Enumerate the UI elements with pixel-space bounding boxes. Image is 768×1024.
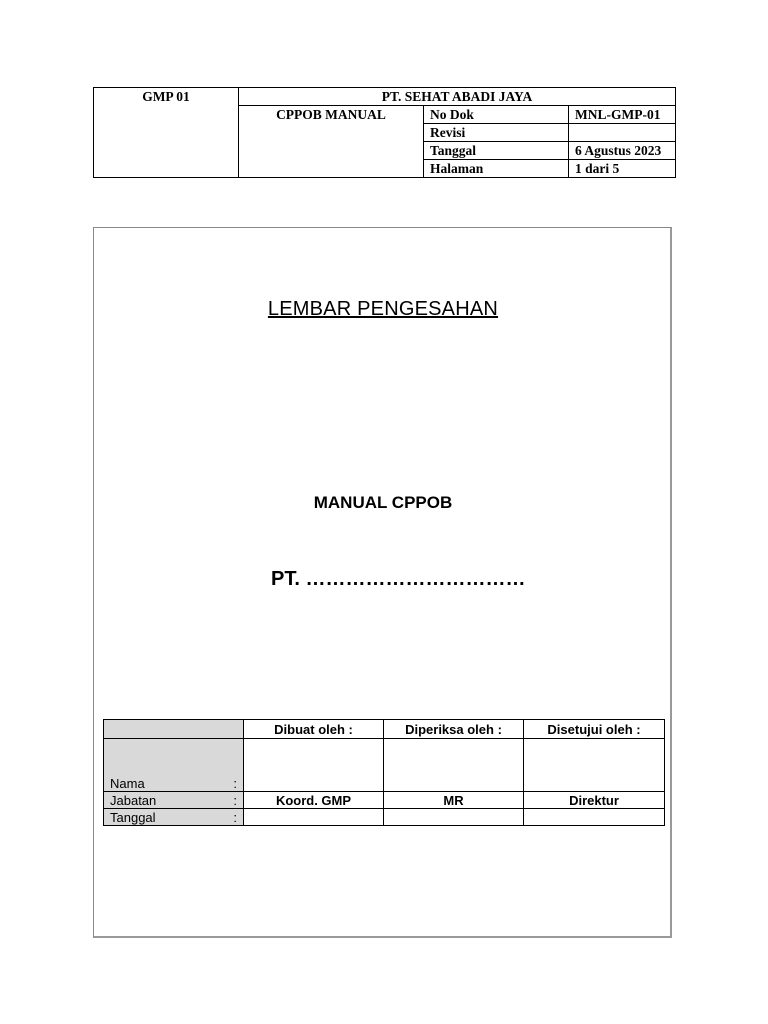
nama-disetujui: [524, 739, 665, 792]
nama-label: Nama: [110, 776, 145, 791]
manual-subtitle: MANUAL CPPOB: [313, 493, 453, 512]
jabatan-diperiksa: MR: [384, 792, 524, 809]
col-disetujui: Disetujui oleh :: [524, 720, 665, 739]
approval-table: [103, 719, 665, 826]
jabatan-dibuat: Koord. GMP: [244, 792, 384, 809]
no-dok-value: MNL-GMP-01: [569, 106, 676, 124]
tanggal-value: 6 Agustus 2023: [569, 142, 676, 160]
tanggal-diperiksa: [384, 809, 524, 826]
tanggal-row-label: Tanggal: [110, 809, 156, 825]
company-placeholder: PT. ……………………………: [271, 568, 526, 590]
tanggal-row-label-cell: [104, 809, 244, 826]
nama-colon: :: [233, 776, 237, 791]
tanggal-disetujui: [524, 809, 665, 826]
nama-diperiksa: [384, 739, 524, 792]
tanggal-row-colon: :: [233, 809, 237, 825]
col-diperiksa: Diperiksa oleh :: [384, 720, 524, 739]
jabatan-label: Jabatan: [110, 792, 157, 808]
no-dok-label: No Dok: [424, 106, 569, 124]
halaman-label: Halaman: [424, 160, 569, 178]
nama-dibuat: [244, 739, 384, 792]
company-name: PT. SEHAT ABADI JAYA: [239, 88, 676, 106]
revisi-value: [569, 124, 676, 142]
col-dibuat: Dibuat oleh :: [244, 720, 384, 739]
document-header-table: [93, 87, 676, 178]
page-title: LEMBAR PENGESAHAN: [267, 298, 499, 320]
doc-title: CPPOB MANUAL: [239, 106, 424, 178]
jabatan-colon: :: [233, 792, 237, 808]
doc-code: GMP 01: [94, 88, 239, 178]
nama-label-cell: [104, 739, 244, 792]
tanggal-dibuat: [244, 809, 384, 826]
approval-corner-cell: [104, 720, 244, 739]
jabatan-label-cell: [104, 792, 244, 809]
halaman-value: 1 dari 5: [569, 160, 676, 178]
revisi-label: Revisi: [424, 124, 569, 142]
jabatan-disetujui: Direktur: [524, 792, 665, 809]
tanggal-label: Tanggal: [424, 142, 569, 160]
